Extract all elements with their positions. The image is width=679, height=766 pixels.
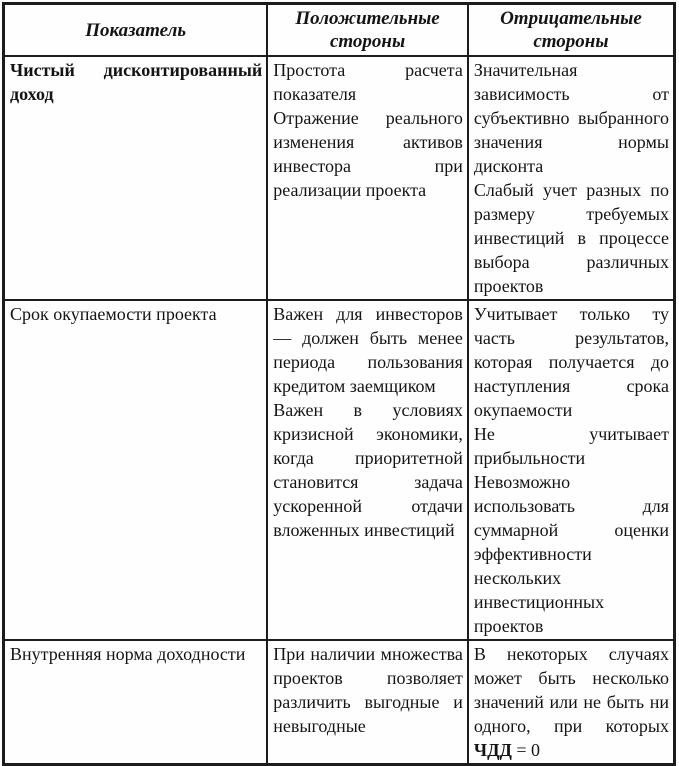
table-row-irr	[4, 640, 675, 765]
comparison-table	[2, 2, 676, 766]
positive-point: Важен для инвесторов — должен быть менее периода пользования кредитом заемщиком	[273, 304, 463, 396]
negative-point: Невозможно использовать для суммарной оценки эффективности нескольких инвестиционных проектов	[473, 472, 669, 636]
column-header-positives: Положительные стороны	[267, 4, 468, 57]
npv-abbreviation: ЧДД	[473, 740, 512, 760]
negative-point: Учитывает только ту часть результатов, которая получается до наступления срока окупаемости	[473, 304, 669, 420]
negative-point-prefix: В некоторых случаях может быть несколько значений или не быть ни одного, при которых	[473, 644, 669, 736]
header-row	[4, 4, 675, 57]
cell-positives-irr	[267, 640, 468, 765]
positive-point: Отражение реального изменения активов инвестора при реализации проекта	[273, 108, 463, 200]
negative-point-suffix: = 0	[511, 740, 541, 760]
positive-point: При наличии множества проектов позволяет различить выгодные и невыгодные	[273, 644, 463, 736]
indicator-text: Срок окупаемости проекта	[10, 304, 217, 324]
cell-positives-npv	[267, 56, 468, 300]
cell-negatives-npv	[468, 56, 675, 300]
cell-indicator-irr	[4, 640, 268, 765]
cell-positives-payback	[267, 300, 468, 640]
table-row-payback	[4, 300, 675, 640]
negative-point	[474, 642, 669, 762]
positive-point: Простота расчета показателя	[273, 60, 463, 104]
negative-point: Значительная зависимость от субъективно выбранного значения нормы дисконта	[473, 60, 669, 176]
indicator-text: Чистый дисконтированный доход	[10, 60, 263, 104]
cell-indicator-npv	[4, 56, 268, 300]
indicator-text: Внутренняя норма доходности	[10, 644, 246, 664]
table-row-npv	[4, 56, 675, 300]
cell-negatives-irr	[468, 640, 675, 765]
cell-negatives-payback	[468, 300, 675, 640]
negative-point: Слабый учет разных по размеру требуемых инвестиций в процессе выбора различных проектов	[473, 180, 669, 296]
cell-indicator-payback	[4, 300, 268, 640]
column-header-negatives: Отрицательные стороны	[468, 4, 675, 57]
column-header-indicator: Показатель	[4, 4, 268, 57]
positive-point: Важен в условиях кризисной экономики, когда приоритетной становится задача ускоренной отдачи вложенных инвестиций	[273, 400, 463, 540]
negative-point: Не учитывает прибыльности	[473, 424, 669, 468]
